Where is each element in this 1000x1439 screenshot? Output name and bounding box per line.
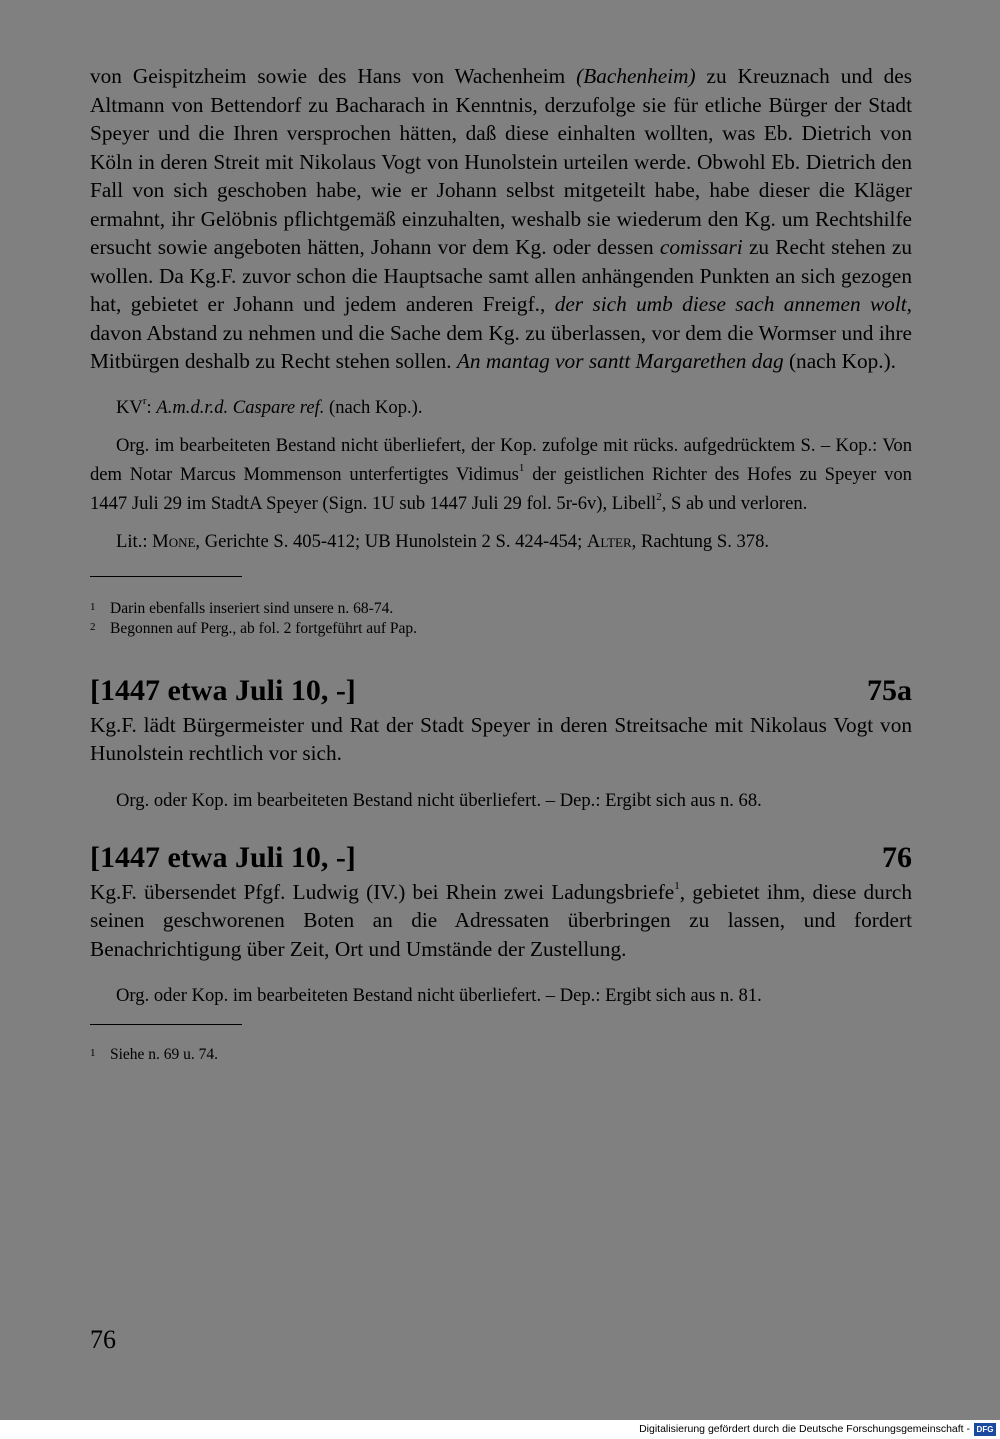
text-run: der geistlichen Richter des Hofes zu Speyer von 1447 Juli 29 im StadtA Speyer (Sign. 1U sub 1447 Juli 29 fol. 5r-6v), Libell: [90, 463, 912, 514]
footnote-divider: [90, 1024, 242, 1025]
text-run: , S ab und verloren.: [661, 492, 808, 514]
italic-run: comissari: [659, 235, 743, 259]
footnote: [90, 1045, 912, 1065]
text-run: von Geispitzheim sowie des Hans von Wachenheim: [90, 64, 577, 88]
credit-text: Digitalisierung gefördert durch die Deutsche Forschungsgemeinschaft -: [639, 1423, 970, 1435]
text-run: zu Kreuznach und des Altmann von Bettendorf zu Bacharach in Kenntnis, derzufolge sie für etliche Bürger der Stadt Speyer und die Ihren versprochen hätten, daß diese einhalten wollten, was Eb. Dietrich von Köln in deren Streit mit Nikolaus Vogt von Hunolstein urteilen werde. Obwohl Eb. Dietrich den Fall von sich geschoben habe, wie er Johann selbst mitgeteilt habe, habe dieser die Kläger ermahnt, ihr Gelöbnis pflichtgemäß einzuhalten, weshalb sie wiederum den Kg. um Rechtshilfe ersucht sowie angeboten hätten, Johann vor dem Kg. oder dessen: [90, 64, 912, 259]
italic-run: An mantag vor santt Margarethen dag: [456, 349, 784, 373]
author-name: Alter: [586, 530, 632, 552]
page-content: [90, 62, 912, 1065]
text-run: , gebietet ihm, diese durch seinen geschworenen Boten an die Adressaten überbringen zu lassen, und fordert Benachrichtigung über Zeit, Ort und Umstände der Zustellung.: [90, 879, 913, 961]
italic-run: A.m.d.r.d. Caspare ref.: [156, 396, 325, 418]
kv-note: [90, 393, 912, 422]
footnote-text: Begonnen auf Perg., ab fol. 2 fortgeführt auf Pap.: [110, 619, 418, 637]
entry-heading: [90, 673, 912, 709]
footnote-number: 1: [90, 1047, 96, 1059]
entry-note: Org. oder Kop. im bearbeiteten Bestand nicht überliefert. – Dep.: Ergibt sich aus n. 81.: [116, 985, 762, 1006]
dfg-logo: DFG: [974, 1423, 996, 1436]
entry-date: [1447 etwa Juli 10, -]: [90, 673, 356, 707]
text-run: , Gerichte S. 405-412; UB Hunolstein 2 S. 424-454;: [195, 530, 587, 552]
footnote-ref: 2: [656, 491, 662, 504]
entry-regest: [90, 878, 912, 964]
text-run: zu Recht stehen zu wollen. Da Kg.F. zuvor schon die Hauptsache samt allen anhängenden Punkten an sich gezogen hat, gebietet er Johann und jedem anderen Freigf.,: [90, 235, 912, 316]
author-name: Mone: [152, 530, 196, 552]
transmission-note: [90, 431, 912, 518]
text-run: , Rachtung S. 378.: [631, 530, 770, 552]
superscript: r: [142, 395, 147, 408]
entry-regest: Kg.F. lädt Bürgermeister und Rat der Stadt Speyer in deren Streitsache mit Nikolaus Vogt von Hunolstein rechtlich vor sich.: [90, 712, 912, 765]
text-run: (nach Kop.).: [324, 396, 423, 418]
footnote: [90, 619, 912, 639]
footnote-ref: 1: [674, 880, 680, 893]
page-number: 76: [90, 1325, 116, 1354]
entry-date: [1447 etwa Juli 10, -]: [90, 840, 356, 874]
italic-run: der sich umb diese sach annemen wolt,: [554, 292, 912, 316]
text-run: :: [146, 396, 157, 418]
text-run: (nach Kop.).: [783, 349, 897, 373]
footnote-number: 2: [90, 620, 96, 633]
text-run: davon Abstand zu nehmen und die Sache dem Kg. zu überlassen, vor dem die Wormser und ihre Mitbürgen deshalb zu Recht stehen sollen.: [90, 320, 912, 373]
entry-note: Org. oder Kop. im bearbeiteten Bestand nicht überliefert. – Dep.: Ergibt sich aus n. 68.: [116, 789, 762, 811]
literature-note: [90, 527, 912, 556]
regest-continuation: [90, 62, 912, 376]
footnote-text: Darin ebenfalls inseriert sind unsere n. 68-74.: [110, 599, 394, 617]
italic-run: (Bachenheim): [576, 64, 696, 88]
footnotes-block: [90, 599, 912, 639]
footnote-number: 1: [90, 600, 96, 613]
text-run: Org. im bearbeiteten Bestand nicht überliefert, der Kop. zufolge mit rücks. aufgedrücktem S. – Kop.: Von dem Notar Marcus Mommenson unterfertigtes Vidimus: [90, 434, 912, 485]
footnote-ref: 1: [518, 462, 525, 475]
funding-credit: [0, 1420, 1000, 1439]
footnote: [90, 599, 912, 619]
entry-number: 76: [882, 840, 912, 874]
text-run: Lit.:: [116, 530, 153, 552]
text-run: Kg.F. übersendet Pfgf. Ludwig (IV.) bei Rhein zwei Ladungsbriefe: [90, 879, 675, 904]
entry-number: 75a: [867, 673, 912, 707]
footnotes-block: [90, 1045, 912, 1065]
footnote-text: Siehe n. 69 u. 74.: [110, 1046, 219, 1063]
footnote-divider: [90, 576, 242, 577]
text-run: KV: [116, 396, 143, 418]
entry-heading: [90, 840, 912, 876]
